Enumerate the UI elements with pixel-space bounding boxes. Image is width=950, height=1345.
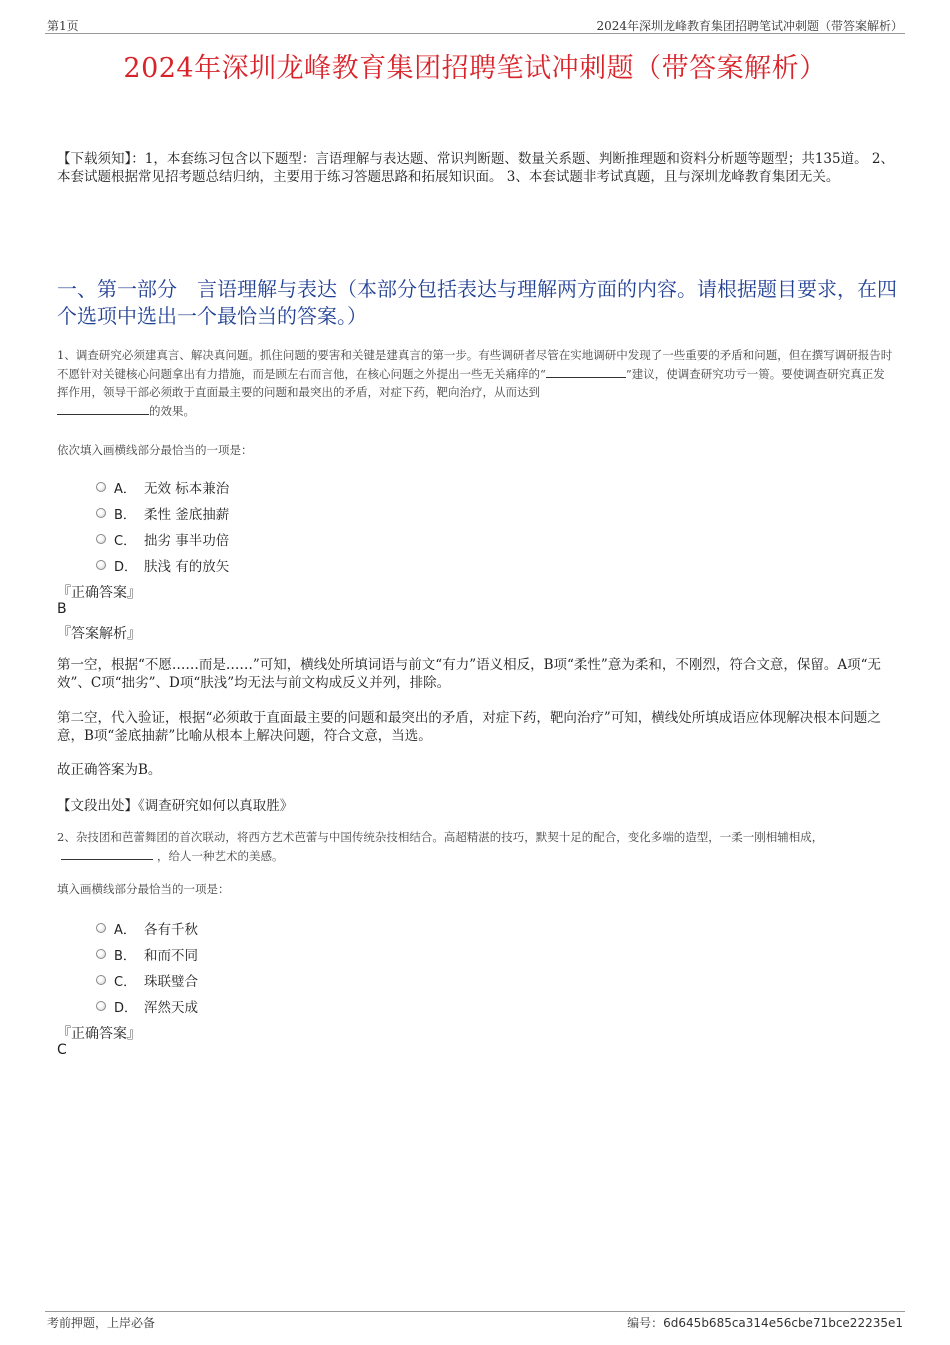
footer-divider bbox=[45, 1311, 905, 1312]
question-2-option-d[interactable]: D． 浑然天成 bbox=[96, 996, 198, 1016]
question-2-correct-label: 『正确答案』 bbox=[57, 1026, 141, 1042]
radio-icon[interactable] bbox=[96, 975, 106, 985]
question-1-blank-2 bbox=[57, 402, 149, 415]
radio-icon[interactable] bbox=[96, 508, 106, 518]
question-1-prompt: 依次填入画横线部分最恰当的一项是： bbox=[57, 443, 253, 457]
download-notice: 【下载须知】：1，本套练习包含以下题型：言语理解与表达题、常识判断题、数量关系题、判断推理题和资料分析题等题型；共135道。 2、本套试题根据常见招考题总结归纳，主要用于练习答题思路和拓展知识面。 3、本套试题非考试真题，且与深圳龙峰教育集团无关。 bbox=[57, 151, 894, 185]
question-2-text-b: ，给人一种艺术的美感。 bbox=[157, 848, 284, 863]
question-1-blank-1 bbox=[546, 365, 626, 378]
footer-slogan: 考前押题，上岸必备 bbox=[47, 1316, 156, 1330]
question-1-analysis-2: 第二空，代入验证，根据“必须敢于直面最主要的问题和最突出的矛盾，对症下药，靶向治疗”可知，横线处所填成语应体现解决根本问题之意，B项“釜底抽薪”比喻从根本上解决问题，符合文意，当选。 bbox=[57, 710, 881, 744]
question-2-option-b[interactable]: B． 和而不同 bbox=[96, 944, 198, 964]
radio-icon[interactable] bbox=[96, 482, 106, 492]
header-doc-title: 2024年深圳龙峰教育集团招聘笔试冲刺题（带答案解析） bbox=[596, 19, 903, 33]
radio-icon[interactable] bbox=[96, 949, 106, 959]
question-2-stem bbox=[57, 828, 895, 865]
question-2-prompt: 填入画横线部分最恰当的一项是： bbox=[57, 882, 230, 896]
footer-code-label: 编号： bbox=[627, 1316, 664, 1330]
question-2-option-a[interactable]: A． 各有千秋 bbox=[96, 918, 198, 938]
question-2-text-a: 2、杂技团和芭蕾舞团的首次联动，将西方艺术芭蕾与中国传统杂技相结合。高超精湛的技巧，默契十足的配合，变化多端的造型，一柔一刚相辅相成， bbox=[57, 830, 824, 844]
page-number: 第1页 bbox=[47, 19, 79, 33]
question-2-option-c[interactable]: C． 珠联璧合 bbox=[96, 970, 198, 990]
radio-icon[interactable] bbox=[96, 1001, 106, 1011]
radio-icon[interactable] bbox=[96, 534, 106, 544]
question-1-option-d[interactable]: D． 肤浅 有的放矢 bbox=[96, 555, 229, 575]
section-title: 一、第一部分 言语理解与表达（本部分包括表达与理解两方面的内容。请根据题目要求，在四个选项中选出一个最恰当的答案。） bbox=[57, 277, 897, 328]
question-1-correct-label: 『正确答案』 bbox=[57, 585, 141, 601]
question-1-stem bbox=[57, 346, 895, 420]
question-1-analysis-label: 『答案解析』 bbox=[57, 626, 141, 642]
radio-icon[interactable] bbox=[96, 923, 106, 933]
header-divider bbox=[45, 33, 905, 34]
question-2-answer: C bbox=[57, 1042, 67, 1058]
question-1-text-b: ”建议，使调查研究功亏一篑。要使调查研究真正发挥作用，领导干部必须敢于直面最主要的问题和最突出的矛盾，对症下药，靶向治疗，从而达到 bbox=[57, 366, 885, 399]
question-1-text-a: 1、调查研究必须建真言、解决真问题。抓住问题的要害和关键是建真言的第一步。有些调研者尽管在实地调研中发现了一些重要的矛盾和问题，但在撰写调研报告时不愿针对关键核心问题拿出有力措施，而是顾左右而言他，在核心问题之外提出一些无关痛痒的“ bbox=[57, 348, 893, 381]
question-1-option-a[interactable]: A． 无效 标本兼治 bbox=[96, 477, 229, 497]
footer-code bbox=[627, 1314, 903, 1331]
radio-icon[interactable] bbox=[96, 560, 106, 570]
question-1-option-b[interactable]: B． 柔性 釜底抽薪 bbox=[96, 503, 229, 523]
question-1-answer: B bbox=[57, 601, 67, 617]
footer-code-value: 6d645b685ca314e56cbe71bce22235e1 bbox=[663, 1316, 903, 1330]
question-1-source: 【文段出处】《调查研究如何以真取胜》 bbox=[57, 798, 294, 814]
question-1-conclusion: 故正确答案为B。 bbox=[57, 762, 162, 778]
page-title: 2024年深圳龙峰教育集团招聘笔试冲刺题（带答案解析） bbox=[123, 53, 827, 84]
question-1-text-c: 的效果。 bbox=[149, 403, 195, 418]
question-2-blank bbox=[61, 847, 153, 860]
question-1-analysis-1: 第一空，根据“不愿……而是……”可知，横线处所填词语与前文“有力”语义相反，B项“柔性”意为柔和，不刚烈，符合文意，保留。A项“无效”、C项“拙劣”、D项“肤浅”均无法与前文构成反义并列，排除。 bbox=[57, 657, 881, 691]
question-1-option-c[interactable]: C． 拙劣 事半功倍 bbox=[96, 529, 229, 549]
